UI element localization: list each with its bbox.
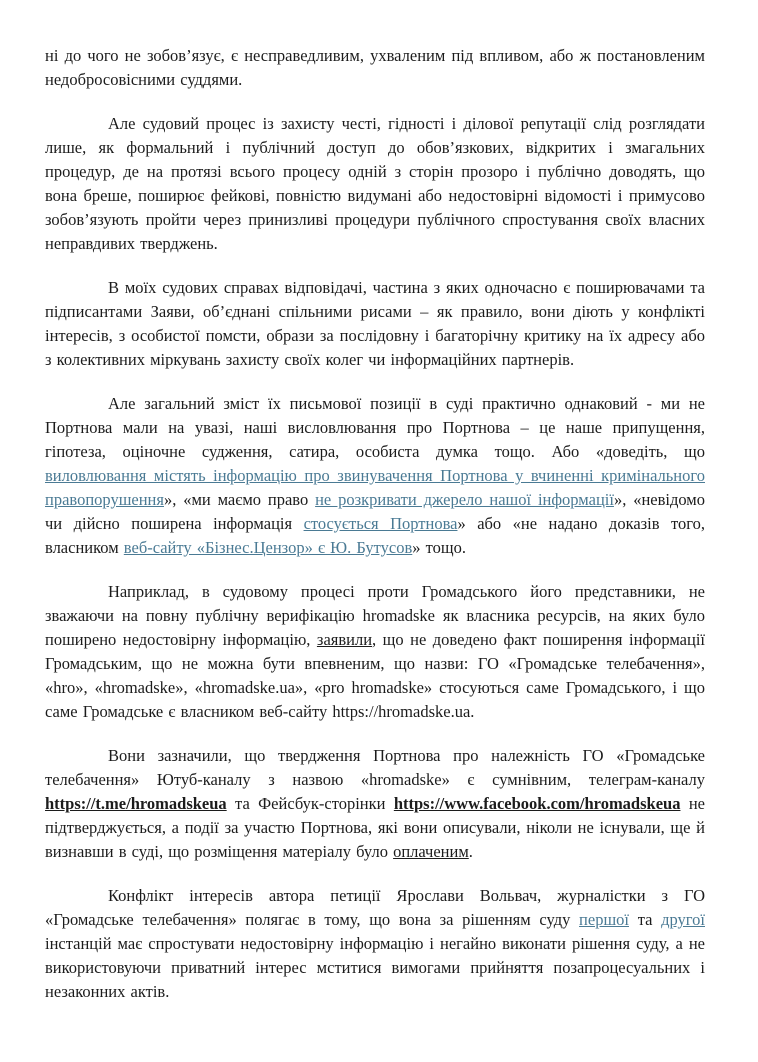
text-link[interactable]: другої	[661, 910, 705, 929]
paragraph	[45, 276, 705, 372]
text-run: та	[629, 910, 662, 929]
paragraph	[45, 580, 705, 724]
text-link[interactable]: стосується Портнова	[303, 514, 458, 533]
text-run: , що не доведено факт поширення інформації Громадським, що не можна бути впевненим, що назви: ГО «Громадське телебачення», «hro», «hromadske», «hromadske.ua», «pro hromadske» стосуються саме Громадського, і що саме Громадське є власником веб-сайту https://hromadske.ua.	[45, 630, 705, 721]
text-link[interactable]: не розкривати джерело нашої інформації	[315, 490, 614, 509]
text-link[interactable]: веб-сайту «Бізнес.Цензор» є Ю. Бутусов	[123, 538, 413, 557]
text-run: інстанцій має спростувати недостовірну інформацію і негайно виконати рішення суду, а не використовуючи приватний інтерес мститися вимогами прийняття позапроцесуальних і незаконних актів.	[45, 934, 705, 1001]
url-link[interactable]: https://www.facebook.com/hromadskeua	[393, 794, 681, 813]
text-run: Конфлікт інтересів автора петиції Ярослави Вольвач, журналістки з ГО «Громадське телебачення» полягає в тому, що вона за рішенням суду	[45, 886, 705, 929]
paragraph	[45, 112, 705, 256]
text-run: Але судовий процес із захисту честі, гідності і ділової репутації слід розглядати лише, як формальний і публічний доступ до обов’язкових, відкритих і змагальних процедур, де на протязі всього процесу одній з сторін прозоро і публічно доводять, що вона бреше, поширює фейкові, повністю видумані або недостовірні відомості і примусово зобов’язують пройти через принизливі процедури публічного спростування своїх власних неправдивих тверджень.	[45, 114, 705, 253]
text-run: .	[468, 842, 473, 861]
text-link[interactable]: першої	[579, 910, 629, 929]
underlined-text: заявили	[316, 630, 373, 649]
text-run: не підтверджується, а події за участю Портнова, які вони описували, ніколи не існували, ще й визнавши в суді, що розміщення матеріалу було	[45, 794, 705, 861]
text-run: », «невідомо чи дійсно поширена інформація	[45, 490, 705, 533]
document-body	[45, 44, 705, 1004]
paragraph	[45, 44, 705, 92]
text-run: », «ми маємо право	[163, 490, 316, 509]
text-run: В моїх судових справах відповідачі, частина з яких одночасно є поширювачами та підписантами Заяви, об’єднані спільними рисами – як правило, вони діють у конфлікті інтересів, з особистої помсти, образи за послідовну і багаторічну критику на їх адресу або з колективних міркувань захисту своїх колег чи інформаційних партнерів.	[45, 278, 705, 369]
paragraph	[45, 392, 705, 560]
text-link[interactable]: виловлювання містять інформацію про звинувачення Портнова у вчиненні кримінального правопорушення	[45, 466, 705, 509]
text-run: та Фейсбук-сторінки	[226, 794, 394, 813]
paragraph	[45, 744, 705, 864]
paragraph	[45, 884, 705, 1004]
url-link[interactable]: https://t.me/hromadskeua	[45, 794, 227, 813]
text-run: ні до чого не зобов’язує, є несправедливим, ухваленим під впливом, або ж постановленим недобросовісними суддями.	[45, 46, 705, 89]
text-run: Але загальний зміст їх письмової позиції в суді практично однаковий - ми не Портнова мали на увазі, наші висловлювання про Портнова – це наше припущення, гіпотеза, оціночне судження, сатира, особиста думка тощо. Або «доведіть, що	[45, 394, 705, 461]
text-run: Вони зазначили, що твердження Портнова про належність ГО «Громадське телебачення» Ютуб-каналу з назвою «hromadske» є сумнівним, телеграм-каналу	[45, 746, 705, 789]
underlined-text: оплаченим	[393, 842, 469, 861]
text-run: » тощо.	[412, 538, 466, 557]
text-run: » або «не надано доказів того, власником	[45, 514, 705, 557]
text-run: Наприклад, в судовому процесі проти Громадського його представники, не зважаючи на повну публічну верифікацію hromadske як власника ресурсів, на яких було поширено недостовірну інформацію,	[45, 582, 705, 649]
